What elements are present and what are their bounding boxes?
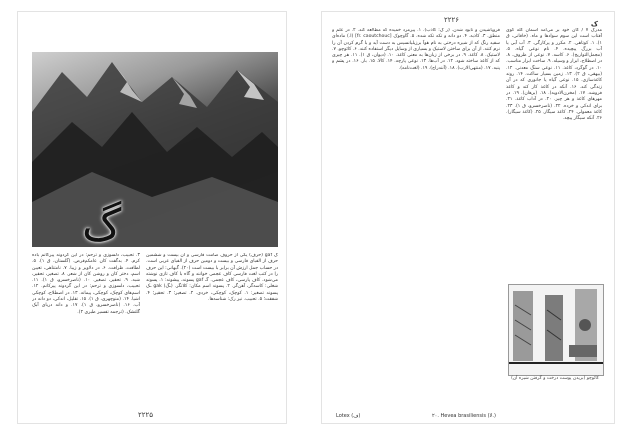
entry-column-right xyxy=(146,253,278,421)
footer-mid: ۲۰. Hevea brasiliensis (لا.) xyxy=(432,413,496,419)
big-letter-gaf: گ xyxy=(82,200,122,251)
column-text: ۳. تحبیب، دلسوزی و ترحم: در این گردونه پیرکانم باده کرم. ۴. بدگفت کان عامکم‌قرض. (گلستان، ق ۱). ۵. لطافت، ظرافت. ۶. در دلاویز و زیبا. ۷. نامتناهی، تعیین اسم، دختر کان و روشن کان از شعر. ۸. تصغیر، تحقیر، شبه. ۹. تحقیر، تصغیر. ۱۰. (ناصرخسرو، ق ۱). ۱۱. تحبیب، دلسوزی و ترحم: در این گردونه پیرکانم. ۱۲. اسم‌های کوچک، کوچکی، پیمانه. ۱۳. در اصطلاح، کوچکی اشیا. ۱۴. (منوچهری، ق ۱). ۱۵. تقلیل، اندکی، دو دانه در آب. ۱۶. (ناصرخسرو، ق ۱). ۱۷. و دانه دریای آبک گلتشک. (ترجمه تفسیر طبری ۲). xyxy=(32,253,140,315)
entry-column-left xyxy=(32,253,140,421)
right-page xyxy=(322,12,614,423)
headword-block: گ gaf (حرف) یکی از حروف صامت فارسی و آن بیست و ششمین حرف از الفبای فارسی و بیست و دومین حرف از الفبای عربی است. در حساب جمل ارزش آن برابر با بیست است (۲۰). گیهانی: این حرف را در کتب لغت فارسی کاف عجمی خوانند و گاه با کاف تازی نوشته می‌شود. کاف پارسی، کاف عجمی. گـ gaf پسوند، پیشوند: ۱. پسوند شغلی: کاسه‌گر، آهن‌گر. ۲. پسوند اسم مکان: کلاتگر. (ـگ) gak ـک پسوند تصغیر: ۱. کوچک، کوچکی، خردی. ۲. تصغیر؛ ۳. تحقیر؛ ۴. شفقت؛ ۵. تحبیب. نیز رک: شناسه‌ها. xyxy=(146,253,278,303)
column-text: مدرک ۷ / کان خود بر می‌آمد آسمان کله گوی‌ آفتاب است‌ این سوم سوادها و ماه. (خاقانی، ق ۱). ۱. کوتاهی. ۲. مکرر و پرکارگی. ۳. آب آبی یا آب بزرگ پیچیده. ۴. نام نوعی گیاه. ۵. (مجمل‌التواریخ). ۶. کاسه. ۷. نوعی از ظروف. ۸. در اصطلاح، ابزار و وسیله. ۹. ساخت ابزار مناسب. ۱۰. در گوگرد، کاغذ. ۱۱. نوعی سنگ معدنی. ۱۲. (بیهقی، ق ۲). ۱۳. زمین بسیار ساکت. ۱۴. روند کاغذسازی. ۱۵. نوعی گیاه یا جانوری که در آن زندگی کند. ۱۶. آنکه در کاغذ کار کند و کاغذ فروشد. ۱۷. (مخزن‌الادویه). ۱۸. (برهان). ۱۹. در مهرهای کاغذ و هر چیز. ۲۰. در آداب کاغذ. ۲۱. برای اندکی و خرده. ۲۲. (ناصرخسرو، ق ۱). ۲۳. کاغذ معمولی. ۲۴. کاغذ سیگار. ۲۵. (کاغذ سیگار). ۲۶. آنکه سیگار پیچد. xyxy=(506,28,602,122)
illustration-caption: کائوچو (بریدن پوست درخت و گرفتن شیره آن) xyxy=(511,376,599,381)
rubber-tapping-illustration xyxy=(508,284,604,376)
footer-left: Lotex (ف) xyxy=(336,413,361,419)
corner-letter: ک xyxy=(590,20,598,28)
illustration-drawing xyxy=(509,285,603,375)
entry-column-center xyxy=(332,28,500,398)
left-page xyxy=(18,12,286,423)
page-number: ۲۲۲۶ xyxy=(444,16,460,24)
column-text: فروپاشیدن و نابود شدن. (ر ک: کاذب). ۱. پیرمرد خمیده که مطالعه کند. ۲. در علم و منطق. ۳. کاذبه. ۴. دو دانه و تکه تکه شده. ۵. گاوچوک [fr. caoutchouc] (ا.) ماده‌ای سفید رنگ که از شیره درختی به نام هوآ برزیلیانسیس به دست آید و با گرم کردن آن را نرم کنند. از آن برای ساختن لاستیک و بسیاری از وسایل دیگر استفاده کنند. ۶. کائوچو. ۷. لاستیک. ۸. کاغذ. ۹. در برخی از زبان‌ها به معنی کاغذ. ۱۰. (دیوان، ق ۱). ۱۱. هر چیزی که از کاغذ ساخته شود. ۱۲. در آب‌ها. ۱۳. نوعی پارچه. ۱۴. کالا. ۱۵. بار. ۱۶. در پشم و پنبه. ۱۷. (منتهی‌الارب). ۱۸. (آنندراج). ۱۹. (لغت‌نامه). xyxy=(332,28,500,71)
page-number: ۲۲۲۵ xyxy=(138,411,154,419)
entry-column-right xyxy=(506,28,602,282)
mountain-photo xyxy=(32,52,278,247)
mountain-illustration xyxy=(32,52,278,247)
